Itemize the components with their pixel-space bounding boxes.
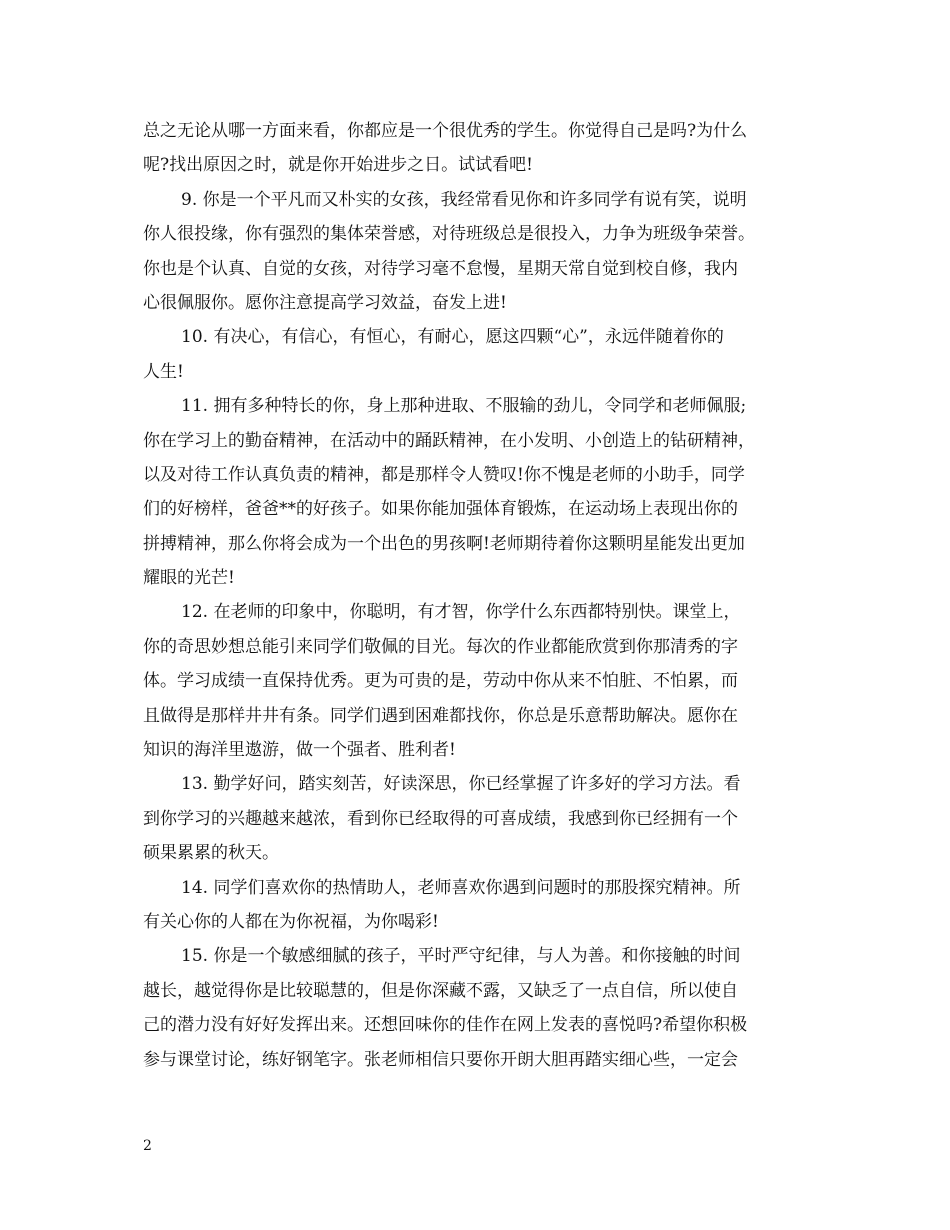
text-line: 心很佩服你。愿你注意提高学习效益，奋发上进! <box>143 292 507 313</box>
text-line: 越长，越觉得你是比较聪慧的，但是你深藏不露，又缺乏了一点自信，所以使自 <box>143 980 738 1001</box>
text-line: 13. 勤学好问，踏实刻苦，好读深思，你已经掌握了许多好的学习方法。看 <box>181 774 741 795</box>
text-line: 己的潜力没有好好发挥出来。还想回味你的佳作在网上发表的喜悦吗?希望你积极 <box>143 1015 748 1036</box>
text-line: 有关心你的人都在为你祝福，为你喝彩! <box>143 911 439 932</box>
text-line: 11. 拥有多种特长的你，身上那种进取、不服输的劲儿，令同学和老师佩服; <box>181 396 747 417</box>
text-line: 以及对待工作认真负责的精神，都是那样令人赞叹!你不愧是老师的小助手，同学 <box>143 464 745 485</box>
text-line: 9. 你是一个平凡而又朴实的女孩，我经常看见你和许多同学有说有笑，说明 <box>181 189 747 210</box>
page-number: 2 <box>143 1138 152 1154</box>
text-line: 你也是个认真、自觉的女孩，对待学习毫不怠慢，星期天常自觉到校自修，我内 <box>143 258 738 279</box>
text-line: 你在学习上的勤奋精神，在活动中的踊跃精神，在小发明、小创造上的钻研精神， <box>143 430 755 451</box>
text-line: 体。学习成绩一直保持优秀。更为可贵的是，劳动中你从来不怕脏、不怕累，而 <box>143 671 738 692</box>
text-line: 人生! <box>143 361 184 382</box>
text-line: 知识的海洋里遨游，做一个强者、胜利者! <box>143 740 456 761</box>
text-line: 参与课堂讨论，练好钢笔字。张老师相信只要你开朗大胆再踏实细心些，一定会 <box>143 1049 738 1070</box>
text-line: 们的好榜样，爸爸**的好孩子。如果你能加强体育锻炼，在运动场上表现出你的 <box>143 499 738 520</box>
document-body <box>143 114 813 1077</box>
text-line: 14. 同学们喜欢你的热情助人，老师喜欢你遇到问题时的那股探究精神。所 <box>181 877 741 898</box>
text-line: 到你学习的兴趣越来越浓，看到你已经取得的可喜成绩，我感到你已经拥有一个 <box>143 808 738 829</box>
text-line: 耀眼的光芒! <box>143 568 235 589</box>
text-line: 你的奇思妙想总能引来同学们敬佩的目光。每次的作业都能欣赏到你那清秀的字 <box>143 636 738 657</box>
text-line: 总之无论从哪一方面来看，你都应是一个很优秀的学生。你觉得自己是吗?为什么 <box>143 121 748 141</box>
text-line: 你人很投缘，你有强烈的集体荣誉感，对待班级总是很投入，力争为班级争荣誉。 <box>143 224 755 245</box>
text-line: 15. 你是一个敏感细腻的孩子，平时严守纪律，与人为善。和你接触的时间 <box>181 946 741 967</box>
text-line: 呢?找出原因之时，就是你开始进步之日。试试看吧! <box>143 155 533 176</box>
text-line: 硕果累累的秋天。 <box>143 843 279 864</box>
text-line: 拼搏精神，那么你将会成为一个出色的男孩啊!老师期待着你这颗明星能发出更加 <box>143 533 745 554</box>
text-line: 12. 在老师的印象中，你聪明，有才智，你学什么东西都特别快。课堂上， <box>181 602 741 623</box>
text-line: 10. 有决心，有信心，有恒心，有耐心，愿这四颗“心”，永远伴随着你的 <box>181 327 724 348</box>
text-line: 且做得是那样井井有条。同学们遇到困难都找你，你总是乐意帮助解决。愿你在 <box>143 705 738 726</box>
